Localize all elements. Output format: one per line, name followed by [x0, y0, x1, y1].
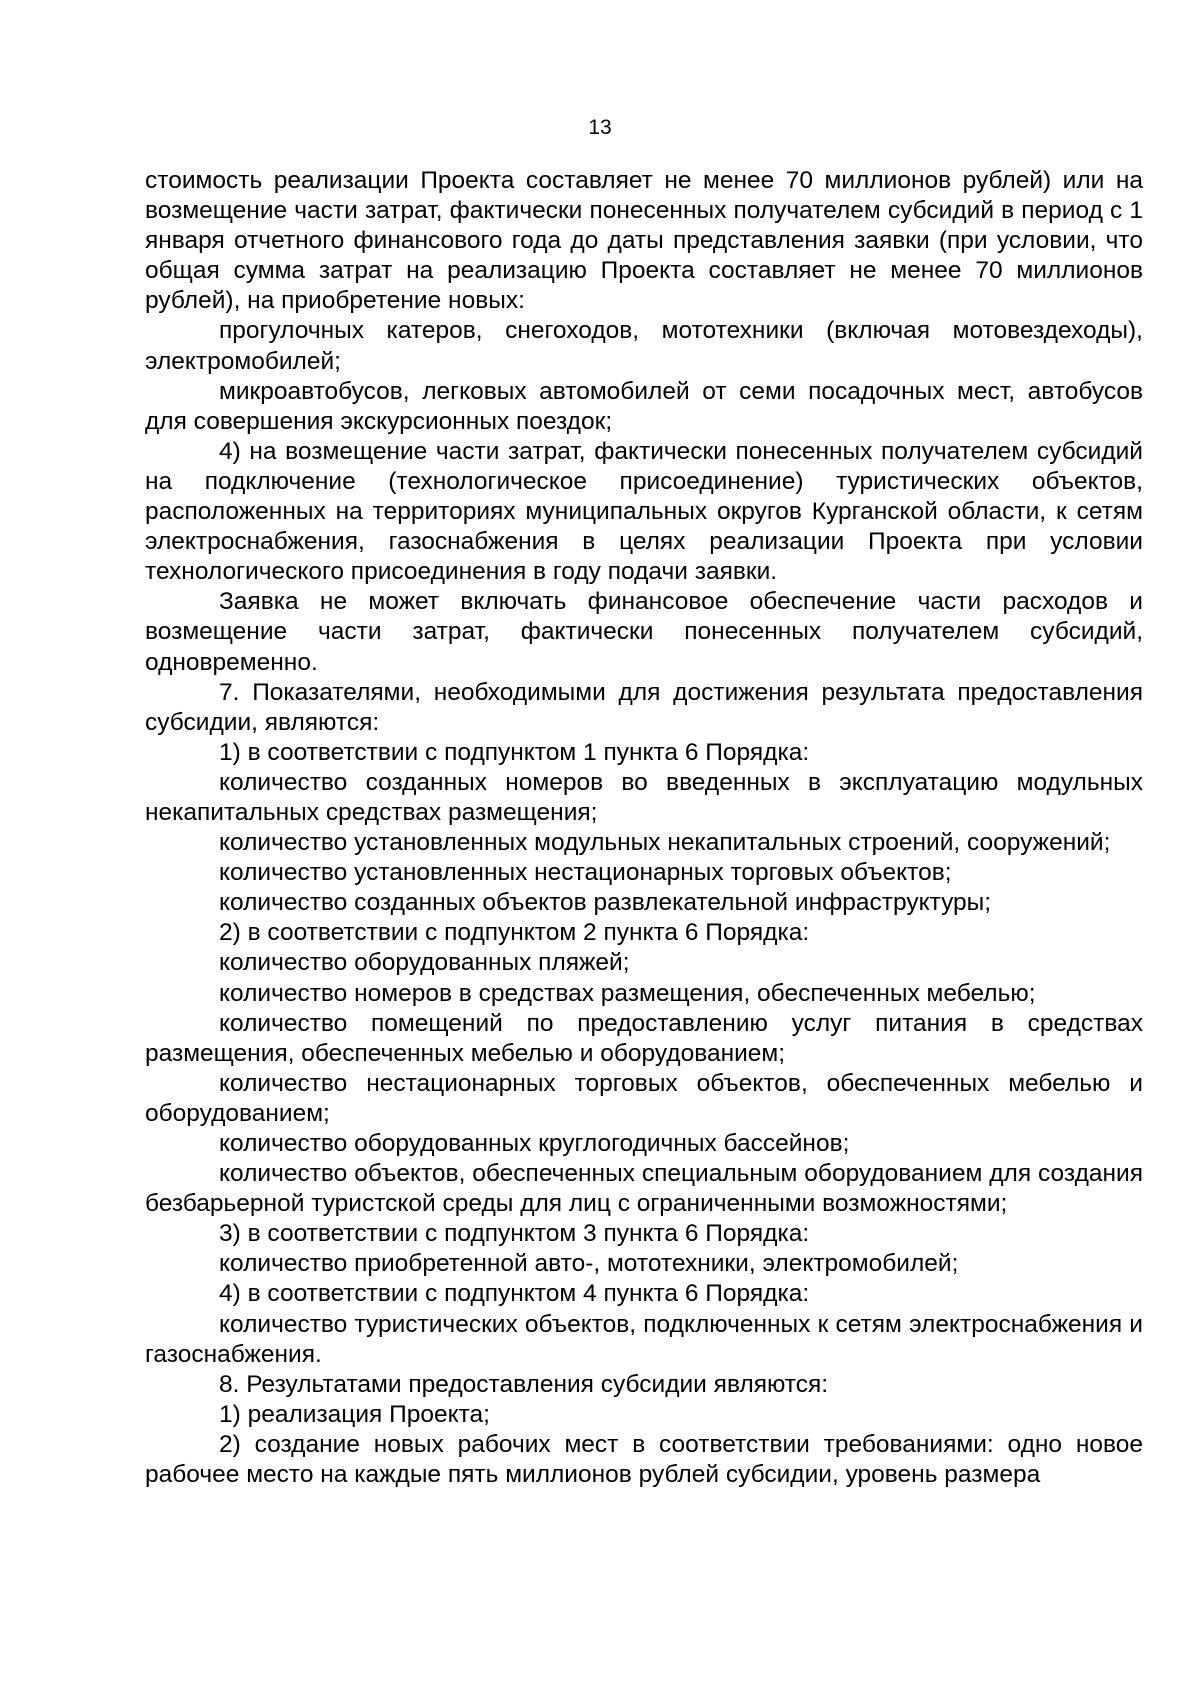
paragraph: 2) создание новых рабочих мест в соответствии требованиями: одно новое рабочее место на каждые пять миллионов рублей субсидии, уровень размера — [145, 1430, 1143, 1489]
paragraph: количество оборудованных пляжей; — [219, 949, 630, 977]
paragraph: 1) в соответствии с подпунктом 1 пункта 6 Порядка: — [219, 738, 810, 766]
paragraph: количество установленных модульных некапитальных строений, сооружений; — [219, 829, 1111, 857]
paragraph: микроавтобусов, легковых автомобилей от семи посадочных мест, автобусов для совершения экскурсионных поездок; — [145, 377, 1143, 435]
paragraph: количество нестационарных торговых объектов, обеспеченных мебелью и оборудованием; — [145, 1069, 1143, 1127]
paragraph-section-7: 7. Показателями, необходимыми для достижения результата предоставления субсидии, являются: — [145, 678, 1143, 736]
paragraph: количество приобретенной авто-, мототехники, электромобилей; — [219, 1250, 959, 1278]
paragraph: Заявка не может включать финансовое обеспечение части расходов и возмещение части затрат, фактически понесенных получателем субсидий, одновременно. — [145, 588, 1143, 676]
page-number: 13 — [588, 116, 612, 139]
paragraph: количество помещений по предоставлению услуг питания в средствах размещения, обеспеченных мебелью и оборудованием; — [145, 1009, 1143, 1067]
paragraph: количество оборудованных круглогодичных бассейнов; — [219, 1130, 850, 1157]
paragraph: количество номеров в средствах размещения, обеспеченных мебелью; — [219, 979, 1036, 1007]
paragraph: 4) в соответствии с подпунктом 4 пункта 6 Порядка: — [219, 1280, 810, 1308]
paragraph: 1) реализация Проекта; — [219, 1400, 490, 1428]
paragraph-section-8: 8. Результатами предоставления субсидии являются: — [219, 1370, 829, 1398]
paragraph: количество установленных нестационарных торговых объектов; — [219, 859, 952, 887]
paragraph: 2) в соответствии с подпунктом 2 пункта 6 Порядка: — [219, 919, 810, 947]
paragraph: 3) в соответствии с подпунктом 3 пункта 6 Порядка: — [219, 1220, 810, 1248]
paragraph: количество созданных объектов развлекательной инфраструктуры; — [219, 889, 992, 917]
paragraph-continuation: стоимость реализации Проекта составляет не менее 70 миллионов рублей) или на возмещение части затрат, фактически понесенных получателем субсидий в период с 1 января отчетного финансового года до даты представления заявки (при условии, что общая сумма затрат на реализацию Проекта составляет не менее 70 миллионов рублей), на приобретение новых: — [145, 167, 1143, 315]
document-body — [145, 166, 1143, 1490]
paragraph: количество туристических объектов, подключенных к сетям электроснабжения и газоснабжения. — [145, 1310, 1143, 1368]
paragraph: количество объектов, обеспеченных специальным оборудованием для создания безбарьерной туристской среды для лиц с ограниченными возможностями; — [145, 1160, 1143, 1218]
paragraph: прогулочных катеров, снегоходов, мототехники (включая мотовездеходы), электромобилей; — [145, 317, 1143, 375]
paragraph: 4) на возмещение части затрат, фактически понесенных получателем субсидий на подключение (технологическое присоединение) туристических объектов, расположенных на территориях муниципальных округов Курганской области, к сетям электроснабжения, газоснабжения в целях реализации Проекта при условии технологического присоединения в году подачи заявки. — [145, 437, 1143, 586]
paragraph: количество созданных номеров во введенных в эксплуатацию модульных некапитальных средствах размещения; — [145, 768, 1143, 826]
